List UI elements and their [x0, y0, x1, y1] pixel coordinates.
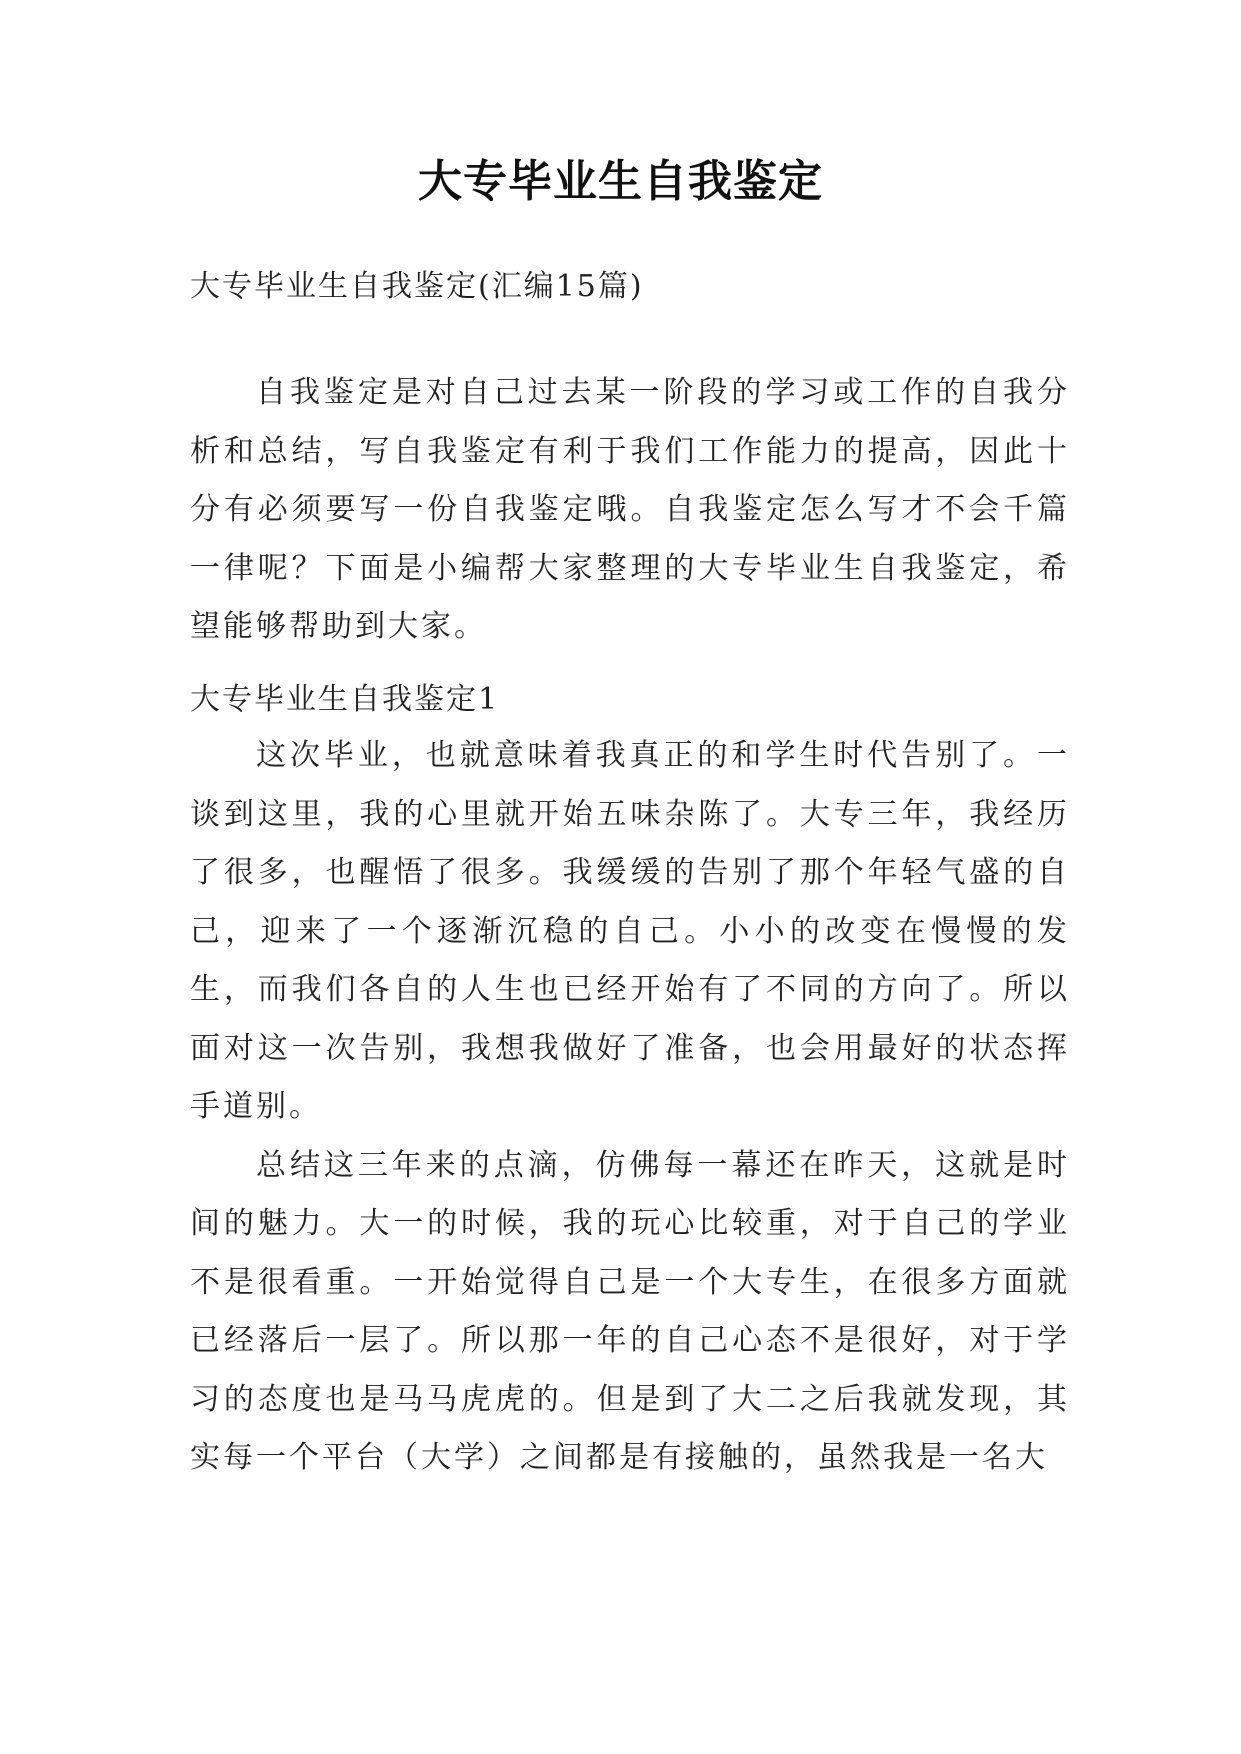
intro-paragraph: 自我鉴定是对自己过去某一阶段的学习或工作的自我分析和总结，写自我鉴定有利于我们工作能力的提高，因此十分有必须要写一份自我鉴定哦。自我鉴定怎么写才不会千篇一律呢？下面是小编帮大家整理的大专毕业生自我鉴定，希望能够帮助到大家。 — [190, 375, 1070, 644]
document-title: 大专毕业生自我鉴定 — [418, 156, 823, 207]
section-1-paragraph-2: 总结这三年来的点滴，仿佛每一幕还在昨天，这就是时间的魅力。大一的时候，我的玩心比较重，对于自己的学业不是很看重。一开始觉得自己是一个大专生，在很多方面就已经落后一层了。所以那一年的自己心态不是很好，对于学习的态度也是马马虎虎的。但是到了大二之后我就发现，其实每一个平台（大学）之间都是有接触的，虽然我是一名大 — [190, 1147, 1070, 1475]
section-1-heading: 大专毕业生自我鉴定1 — [190, 682, 500, 717]
section-1-body — [190, 727, 1070, 1488]
section-1-paragraph-1: 这次毕业，也就意味着我真正的和学生时代告别了。一谈到这里，我的心里就开始五味杂陈了。大专三年，我经历了很多，也醒悟了很多。我缓缓的告别了那个年轻气盛的自己，迎来了一个逐渐沉稳的自己。小小的改变在慢慢的发生，而我们各自的人生也已经开始有了不同的方向了。所以面对这一次告别，我想我做好了准备，也会用最好的状态挥手道别。 — [190, 738, 1070, 1124]
intro-block — [190, 364, 1070, 657]
document-subtitle: 大专毕业生自我鉴定(汇编15篇) — [190, 269, 644, 304]
